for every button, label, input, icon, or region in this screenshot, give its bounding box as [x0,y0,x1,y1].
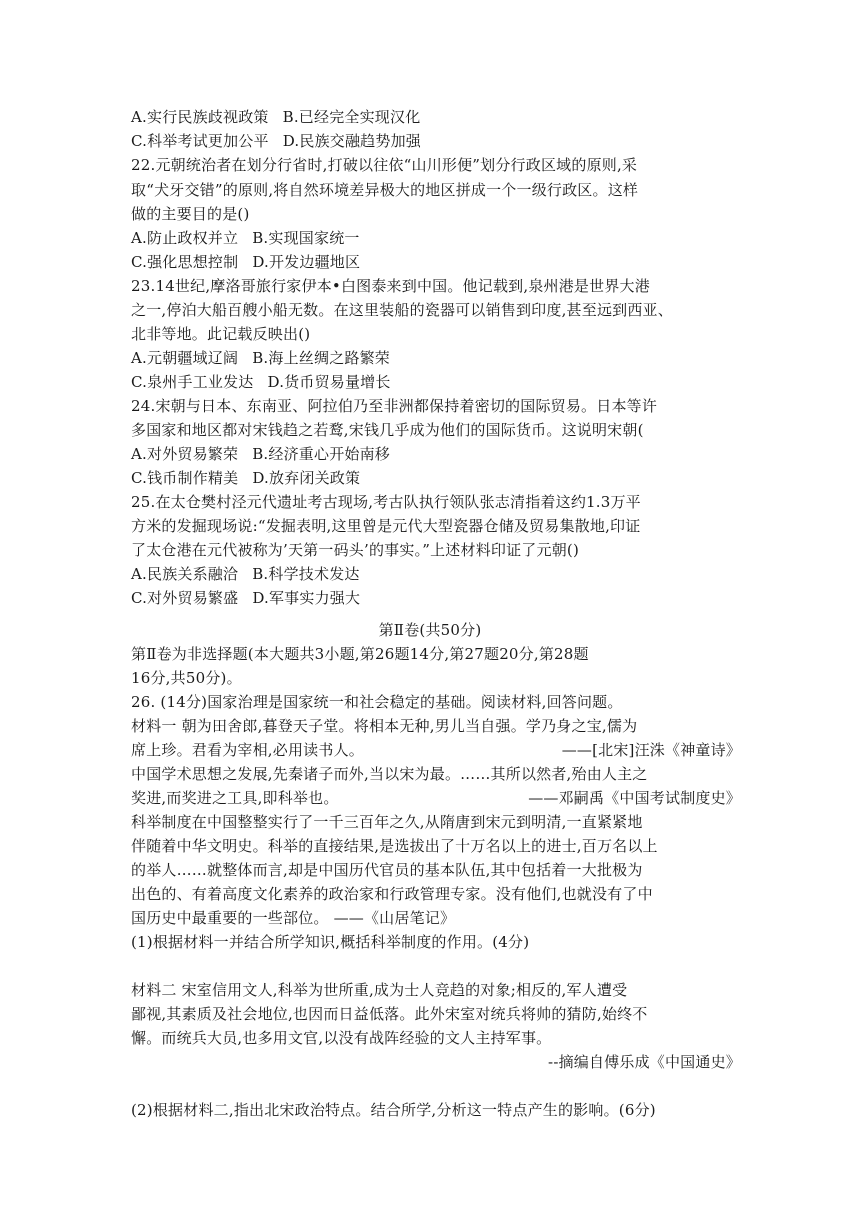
option-a: A.防止政权并立 [131,229,239,247]
q25-stem-line-3: 了太仓港在元代被称为’天第一码头’的事实。”上述材料印证了元朝() [131,541,580,559]
option-c: C.钱币制作精美 [131,469,239,487]
material1-line-2 [131,740,741,760]
option-d: D.军事实力强大 [252,589,361,607]
part2-heading: 第Ⅱ卷(共50分) [378,621,482,639]
option-b: B.海上丝绸之路繁荣 [252,349,390,367]
material1-text: 奖进,而奖进之工具,即科举也。 [131,789,339,807]
material1-line-1: 材料一 朝为田舍郎,暮登天子堂。将相本无种,男儿当自强。学乃身之宝,儒为 [131,717,638,735]
option-a: A.民族关系融洽 [131,565,239,583]
sub-question-2: (2)根据材料二,指出北宋政治特点。结合所学,分析这一特点产生的影响。(6分) [131,1101,656,1119]
option-d: D.货币贸易量增长 [267,373,391,391]
q25-stem-line-1: 25.在太仓樊村泾元代遗址考古现场,考古队执行领队张志清指着这约1.3万平 [131,493,641,511]
q23-options-row-1 [131,348,741,368]
option-b: B.已经完全实现汉化 [282,108,421,126]
material2-line-3: 懈。而统兵大员,也多用文官,以没有战阵经验的文人主持军事。 [131,1029,552,1047]
material2-source: --摘编自傅乐成《中国通史》 [548,1053,741,1071]
option-c: C.科举考试更加公平 [131,132,269,150]
sub-question-1: (1)根据材料一并结合所学知识,概括科举制度的作用。(4分) [131,933,530,951]
q21-options-row-1 [131,107,741,127]
option-c: C.对外贸易繁盛 [131,589,239,607]
q23-stem-line-1: 23.14世纪,摩洛哥旅行家伊本•白图泰来到中国。他记载到,泉州港是世界大港 [131,277,650,295]
material1-para-line-3: 的举人……就整体而言,却是中国历代官员的基本队伍,其中包括着一大批极为 [131,861,643,879]
material1-para-line-1: 科举制度在中国整整实行了一千三百年之久,从隋唐到宋元到明清,一直紧紧地 [131,813,643,831]
option-b: B.科学技术发达 [252,565,360,583]
option-a: A.元朝疆域辽阔 [131,349,239,367]
material1-line-4 [131,788,741,808]
q24-options-row-1 [131,444,741,464]
option-d: D.民族交融趋势加强 [282,132,421,150]
option-c: C.泉州手工业发达 [131,373,254,391]
q22-stem-line-1: 22.元朝统治者在划分行省时,打破以往依“山川形便”划分行政区域的原则,采 [131,156,638,174]
material2-line-2: 鄙视,其素质及社会地位,也因而日益低落。此外宋室对统兵将帅的猜防,始终不 [131,1005,648,1023]
part2-intro-line-1: 第Ⅱ卷为非选择题(本大题共3小题,第26题14分,第27题20分,第28题 [131,645,589,663]
material1-para-line-2: 伴随着中华文明史。科举的直接结果,是选拔出了十万名以上的进士,百万名以上 [131,837,658,855]
q24-stem-line-2: 多国家和地区都对宋钱趋之若鹜,宋钱几乎成为他们的国际货币。这说明宋朝( [131,421,644,439]
material1-text: 席上珍。君看为宰相,必用读书人。 [131,741,364,759]
material1-para-line-4: 出色的、有着高度文化素养的政治家和行政管理专家。没有他们,也就没有了中 [131,885,653,903]
q26-stem: 26. (14分)国家治理是国家统一和社会稳定的基础。阅读材料,回答问题。 [131,693,623,711]
material1-para-line-5: 国历史中最重要的一些部位。 ——《山居笔记》 [131,909,456,927]
option-c: C.强化思想控制 [131,253,239,271]
option-b: B.实现国家统一 [252,229,360,247]
material1-source-1: ——[北宋]汪洙《神童诗》 [561,741,741,759]
option-b: B.经济重心开始南移 [252,445,390,463]
q22-options-row-1 [131,228,741,248]
q23-stem-line-2: 之一,停泊大船百艘小船无数。在这里装船的瓷器可以销售到印度,甚至远到西亚、 [131,301,673,319]
q22-stem-line-2: 取“犬牙交错”的原则,将自然环境差异极大的地区拼成一个一级行政区。这样 [131,181,639,199]
material1-line-3: 中国学术思想之发展,先秦诸子而外,当以宋为最。……其所以然者,殆由人主之 [131,765,648,783]
q21-options-row-2 [131,131,741,151]
option-a: A.对外贸易繁荣 [131,445,239,463]
option-d: D.开发边疆地区 [252,253,361,271]
q25-options-row-2 [131,588,741,608]
material1-source-2: ——邓嗣禹《中国考试制度史》 [528,789,741,807]
q23-options-row-2 [131,372,741,392]
q25-options-row-1 [131,564,741,584]
q24-stem-line-1: 24.宋朝与日本、东南亚、阿拉伯乃至非洲都保持着密切的国际贸易。日本等许 [131,397,658,415]
q22-stem-line-3: 做的主要目的是() [131,205,250,223]
q23-stem-line-3: 北非等地。此记载反映出() [131,325,311,343]
q22-options-row-2 [131,252,741,272]
q25-stem-line-2: 方米的发掘现场说:“发掘表明,这里曾是元代大型瓷器仓储及贸易集散地,印证 [131,517,641,535]
option-d: D.放弃闭关政策 [252,469,361,487]
material2-line-1: 材料二 宋室信用文人,科举为世所重,成为士人竞趋的对象;相反的,军人遭受 [131,981,628,999]
option-a: A.实行民族歧视政策 [131,108,269,126]
part2-intro-line-2: 16分,共50分)。 [131,669,242,687]
q24-options-row-2 [131,468,741,488]
